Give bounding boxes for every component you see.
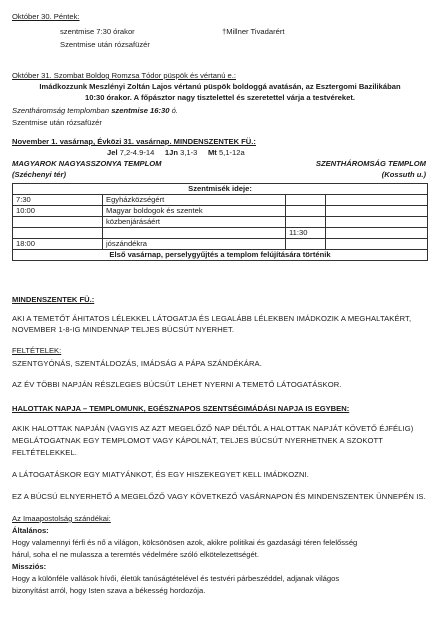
alldead-para-line3: FELTÉTELEKKEL.: [12, 448, 77, 457]
general-intention-label: Általános:: [12, 526, 49, 535]
schedule-intention: jószándékra: [103, 239, 286, 250]
schedule-time: 18:00: [13, 239, 103, 250]
schedule-title: Szentmisék ideje:: [13, 184, 428, 195]
partial-indulgence-text: AZ ÉV TÖBBI NAPJÁN RÉSZLEGES BÚCSÚT LEHET NYERNI A TEMETŐ LÁTOGATÁSKOR.: [12, 380, 342, 389]
general-intention-line1: Hogy valamennyi férfi és nő a világon, kölcsönösen azok, akikre politikai és gazdasági téren felelősség: [12, 538, 358, 547]
table-row: [13, 250, 428, 261]
mission-intention-label: Missziós:: [12, 562, 47, 571]
oct31-prayer-line2: 10:30 órakor. A főpásztor nagy tisztelettel és szeretettel várja a testvéreket.: [85, 93, 355, 102]
alldead-heading: HALOTTAK NAPJA – TEMPLOMUNK, EGÉSZNAPOS SZENTSÉGIMÁDÁSI NAPJA IS EGYBEN:: [12, 404, 350, 413]
nov1-readings: Jel 7,2-4.9-14 1Jn 3,1-3 Mt 5,1-12a: [107, 148, 245, 157]
conditions-text: SZENTGYÓNÁS, SZENTÁLDOZÁS, IMÁDSÁG A PÁPA SZÁNDÉKÁRA.: [12, 359, 262, 368]
oct31-heading: Október 31. Szombat Boldog Romzsa Tódor püspök és vértanú e.:: [12, 71, 236, 80]
schedule-footer: Első vasárnap, perselygyűjtés a templom felújítására történik: [13, 250, 428, 261]
schedule-intention: [103, 228, 286, 239]
schedule-time2: 11:30: [286, 228, 326, 239]
schedule-blank: [326, 239, 428, 250]
general-intention-line2: hárul, soha el ne mulassza a teremtés védelmére szóló elkötelezettségét.: [12, 550, 259, 559]
nov1-heading: November 1. vasárnap, Évközi 31. vasárnap. MINDENSZENTEK FÜ.:: [12, 137, 256, 146]
schedule-time2: [286, 217, 326, 228]
schedule-time: 10:00: [13, 206, 103, 217]
oct31-trinity-mass: Szentháromság templomban szentmise 16:30 ó.: [12, 106, 178, 115]
schedule-blank: [326, 228, 428, 239]
church-right-address: (Kossuth u.): [381, 170, 426, 179]
alldead-prayer: A LÁTOGATÁSKOR EGY MIATYÁNKOT, ÉS EGY HISZEKEGYET KELL IMÁDKOZNI.: [12, 470, 309, 479]
schedule-time: [13, 217, 103, 228]
oct30-memorial: †Millner Tivadarért: [222, 27, 285, 36]
apostolate-heading: Az Imaapostolság szándékai:: [12, 514, 111, 523]
church-right: SZENTHÁROMSÁG TEMPLOM: [315, 159, 426, 168]
allsaints-heading: MINDENSZENTEK FÜ.:: [12, 295, 95, 304]
mission-intention-line2: bizonyítást arról, hogy Isten szava a békesség hordozója.: [12, 586, 206, 595]
allsaints-para-line2: NOVEMBER 1-8-IG MINDENNAP TELJES BÚCSÚT NYERHET.: [12, 325, 235, 334]
oct30-mass: szentmise 7:30 órakor: [60, 27, 135, 36]
mission-intention-line1: Hogy a különféle vallások hívői, életük tanúságtételével és testvéri párbeszéddel, adjanak világos: [12, 574, 340, 583]
schedule-intention: Magyar boldogok és szentek: [103, 206, 286, 217]
table-row: [13, 184, 428, 195]
alldead-para-line1: AKIK HALOTTAK NAPJÁN (VAGYIS AZ AZT MEGELŐZŐ NAP DÉLTŐL A HALOTTAK NAPJÁT KÖVETŐ ÉJFÉLIG): [12, 424, 414, 433]
church-left: MAGYAROK NAGYASSZONYA TEMPLOM: [12, 159, 162, 168]
schedule-time2: [286, 206, 326, 217]
schedule-time: [13, 228, 103, 239]
table-row: [13, 239, 428, 250]
alldead-gain: EZ A BÚCSÚ ELNYERHETŐ A MEGELŐZŐ VAGY KÖVETKEZŐ VASÁRNAPON ÉS MINDENSZENTEK ÜNNEPÉN IS.: [12, 492, 426, 501]
schedule-time2: [286, 239, 326, 250]
schedule-blank: [326, 206, 428, 217]
conditions-heading: FELTÉTELEK:: [12, 346, 62, 355]
schedule-blank: [326, 195, 428, 206]
table-row: [13, 206, 428, 217]
oct31-prayer-line1: Imádkozzunk Meszlényi Zoltán Lajos vértanú püspök boldoggá avatásán, az Esztergomi Bazilikában: [39, 82, 401, 91]
church-left-address: (Széchenyi tér): [12, 170, 67, 179]
schedule-time2: [286, 195, 326, 206]
table-row: [13, 195, 428, 206]
mass-schedule-table: [12, 183, 428, 261]
schedule-intention: közbenjárásáért: [103, 217, 286, 228]
table-row: [13, 228, 428, 239]
oct30-heading: Október 30. Péntek:: [12, 12, 80, 21]
oct30-rosary: Szentmise után rózsafüzér: [60, 40, 150, 49]
schedule-intention: Egyházközségért: [103, 195, 286, 206]
allsaints-para-line1: AKI A TEMETŐT ÁHITATOS LÉLEKKEL LÁTOGATJA ÉS LEGALÁBB LÉLEKBEN IMÁDKOZIK A MEGHALTAKÉRT,: [12, 314, 412, 323]
oct31-rosary: Szentmise után rózsafüzér: [12, 118, 102, 127]
table-row: [13, 217, 428, 228]
alldead-para-line2: MEGLÁTOGATNAK EGY TEMPLOMOT VAGY KÁPOLNÁT, TELJES BÚCSÚT NYERHETNEK A SZOKOTT: [12, 436, 384, 445]
schedule-blank: [326, 217, 428, 228]
schedule-time: 7:30: [13, 195, 103, 206]
